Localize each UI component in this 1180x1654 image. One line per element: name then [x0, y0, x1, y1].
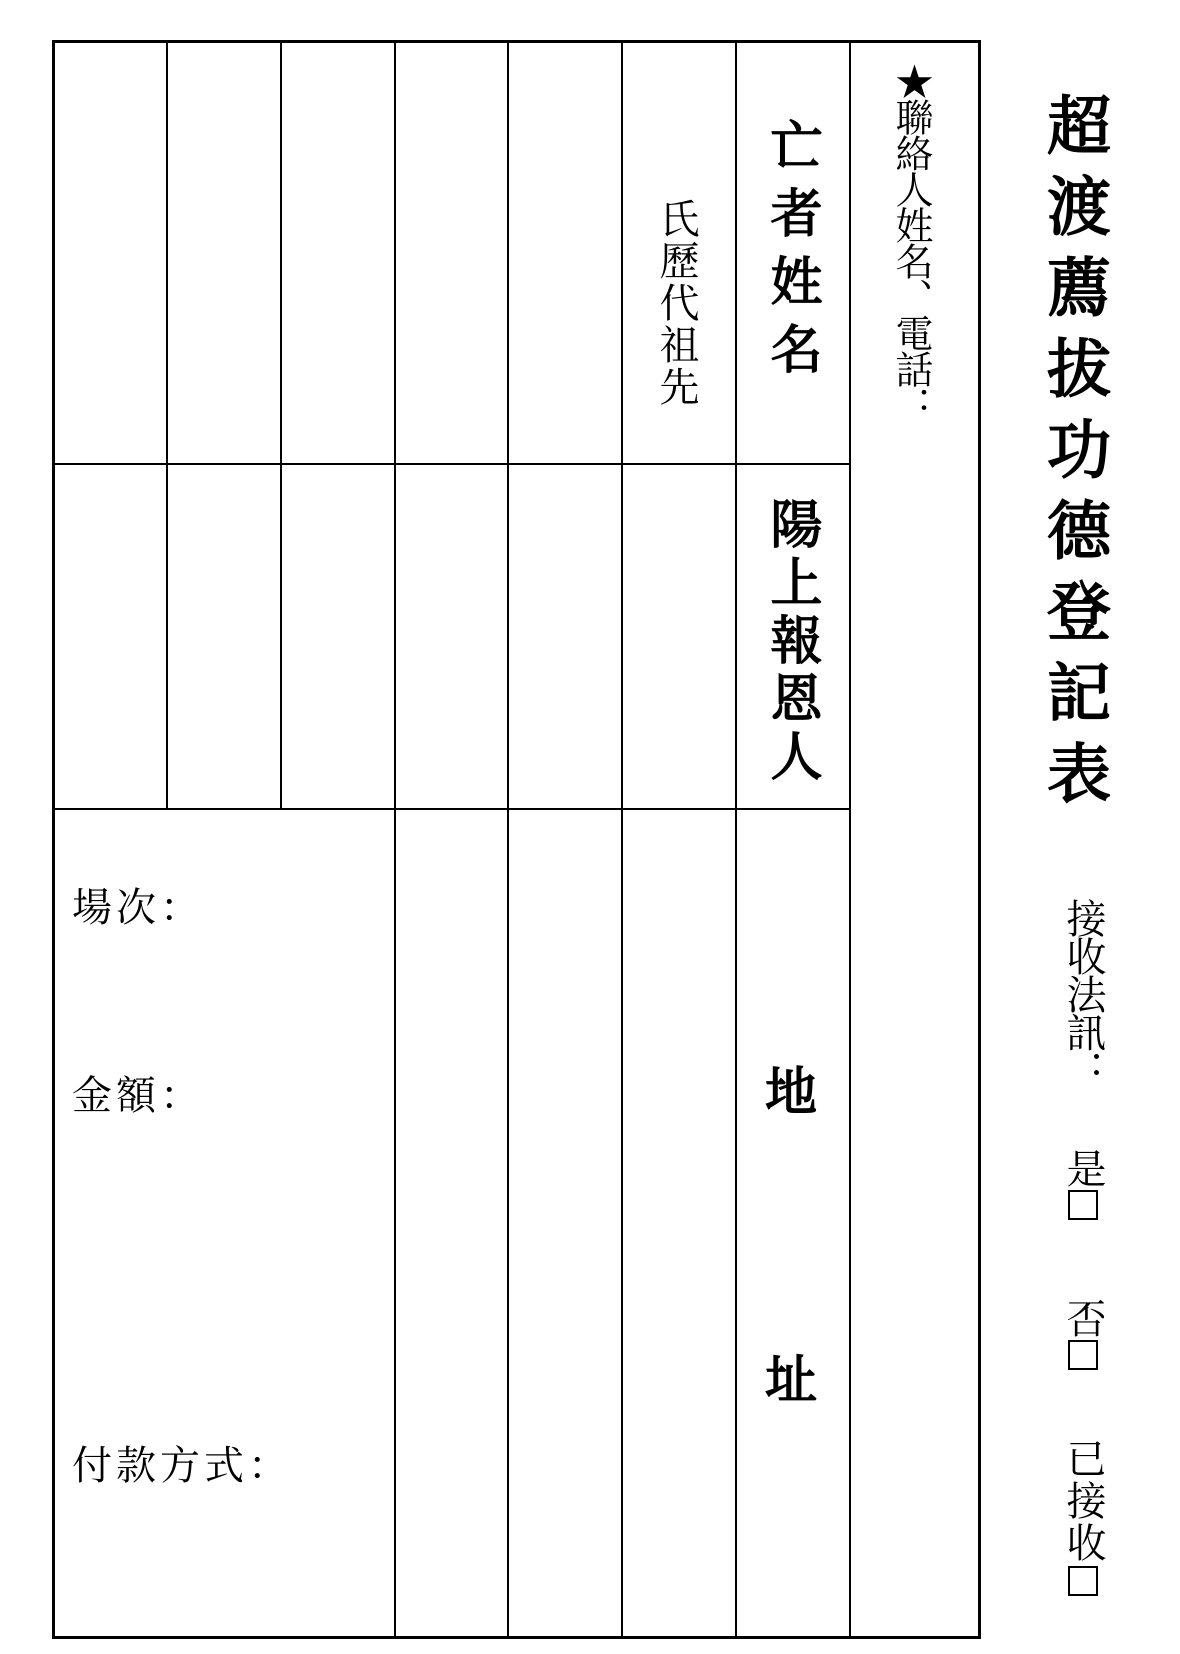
amount-label: 金額： — [72, 1073, 204, 1119]
contact-label: ★聯絡人姓名、電話： — [889, 62, 933, 422]
address-label-1: 地 — [765, 1063, 822, 1123]
table-border-top — [52, 40, 981, 43]
row-divider — [52, 463, 851, 465]
notice-option-received-label: 已接收 — [1060, 1438, 1106, 1564]
form-title: 超渡薦拔功德登記表 — [1036, 92, 1110, 821]
no-checkbox[interactable] — [1068, 1340, 1104, 1374]
filial-label: 陽上報恩人 — [761, 497, 821, 787]
notice-option-no-label: 否 — [1060, 1298, 1106, 1338]
table-border-bottom — [52, 1636, 981, 1639]
column-divider — [394, 40, 396, 1638]
received-checkbox[interactable] — [1068, 1566, 1104, 1600]
deceased-name-label: 亡者姓名 — [761, 118, 821, 390]
ancestors-label: 氏歷代祖先 — [653, 198, 699, 408]
column-divider — [849, 40, 851, 1638]
column-divider — [735, 40, 737, 1638]
table-border-left — [52, 40, 55, 1639]
notice-label: 接收法訊： — [1060, 898, 1106, 1088]
yes-checkbox[interactable] — [1068, 1190, 1104, 1224]
notice-option-received[interactable] — [1062, 1438, 1104, 1600]
column-divider — [280, 40, 282, 810]
column-divider — [507, 40, 509, 1638]
notice-option-no[interactable] — [1062, 1298, 1104, 1374]
row-divider — [52, 808, 851, 810]
address-label-2: 址 — [765, 1351, 822, 1411]
payment-label: 付款方式： — [72, 1443, 292, 1489]
session-label: 場次： — [72, 885, 204, 931]
table-border-right — [978, 40, 981, 1639]
notice-option-yes[interactable] — [1062, 1148, 1104, 1224]
column-divider — [166, 40, 168, 810]
column-divider — [621, 40, 623, 1638]
notice-option-yes-label: 是 — [1060, 1148, 1106, 1188]
